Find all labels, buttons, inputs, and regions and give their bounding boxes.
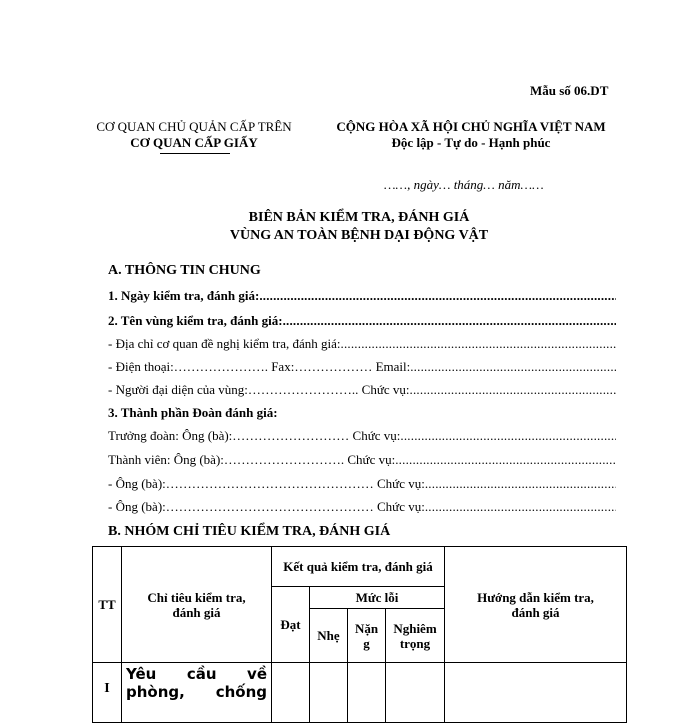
criteria-table bbox=[92, 546, 627, 723]
col-light-header: Nhẹ bbox=[310, 609, 348, 663]
col-result-header: Kết quả kiểm tra, đánh giá bbox=[272, 547, 445, 587]
doc-title-line1: BIÊN BẢN KIỂM TRA, ĐÁNH GIÁ bbox=[248, 210, 470, 225]
col-error-level-header: Mức lỗi bbox=[310, 587, 445, 609]
contact-label: - Điện thoại:…………………. Fax:……………… Email: bbox=[108, 359, 411, 374]
other-member-label-1: - Ông (bà):………………………………………… Chức vụ: bbox=[108, 476, 425, 491]
section-a-heading: A. THÔNG TIN CHUNG bbox=[108, 263, 261, 278]
other-member-label-2: - Ông (bà):………………………………………… Chức vụ: bbox=[108, 499, 425, 514]
address-label: - Địa chỉ cơ quan đề nghị kiểm tra, đánh giá: bbox=[108, 336, 341, 351]
form-code: Mẫu số 06.DT bbox=[530, 83, 609, 98]
issuing-agency: CƠ QUAN CẤP GIẤY bbox=[130, 135, 258, 150]
representative-label: - Người đại diện của vùng:…………………….. Chức vụ: bbox=[108, 382, 410, 397]
date-line: ……, ngày… tháng… năm…… bbox=[384, 177, 544, 192]
col-tt-header: TT bbox=[93, 547, 122, 663]
national-title: CỘNG HÒA XÃ HỘI CHỦ NGHĨA VIỆT NAM bbox=[336, 119, 606, 134]
row-pass-cell bbox=[272, 663, 310, 723]
row-light-cell bbox=[310, 663, 348, 723]
parent-agency: CƠ QUAN CHỦ QUẢN CẤP TRÊN bbox=[96, 119, 292, 134]
agency-underline bbox=[160, 153, 230, 154]
other-member-field-1 bbox=[108, 476, 616, 492]
doc-title-line2: VÙNG AN TOÀN BỆNH DẠI ĐỘNG VẬT bbox=[229, 228, 489, 243]
contact-field bbox=[108, 359, 616, 375]
region-name-label: 2. Tên vùng kiểm tra, đánh giá: bbox=[108, 313, 283, 328]
inspection-date-field bbox=[108, 288, 616, 304]
team-member-field bbox=[108, 452, 616, 468]
row-serious-cell bbox=[386, 663, 445, 723]
inspection-date-label: 1. Ngày kiểm tra, đánh giá: bbox=[108, 288, 260, 303]
col-criteria-header: Chỉ tiêu kiểm tra, đánh giá bbox=[122, 547, 272, 663]
col-guide-header: Hướng dẫn kiểm tra, đánh giá bbox=[445, 547, 627, 663]
region-name-field bbox=[108, 313, 616, 329]
row-criteria: Yêu cầu về phòng, chống bbox=[122, 663, 272, 723]
team-leader-label: Trưởng đoàn: Ông (bà):……………………… Chức vụ: bbox=[108, 428, 401, 443]
row-tt: I bbox=[93, 663, 122, 723]
representative-field bbox=[108, 382, 616, 398]
team-leader-field bbox=[108, 428, 616, 444]
row-heavy-cell bbox=[348, 663, 386, 723]
other-member-field-2 bbox=[108, 499, 616, 515]
national-motto: Độc lập - Tự do - Hạnh phúc bbox=[391, 135, 551, 150]
team-heading: 3. Thành phần Đoàn đánh giá: bbox=[108, 405, 278, 420]
section-b-heading: B. NHÓM CHỈ TIÊU KIỂM TRA, ĐÁNH GIÁ bbox=[108, 524, 391, 539]
row-guide-cell bbox=[445, 663, 627, 723]
address-field bbox=[108, 336, 616, 352]
col-pass-header: Đạt bbox=[272, 587, 310, 663]
team-member-label: Thành viên: Ông (bà):………………………. Chức vụ: bbox=[108, 452, 396, 467]
col-heavy-header: Nặng bbox=[348, 609, 386, 663]
col-serious-header: Nghiêm trọng bbox=[386, 609, 445, 663]
